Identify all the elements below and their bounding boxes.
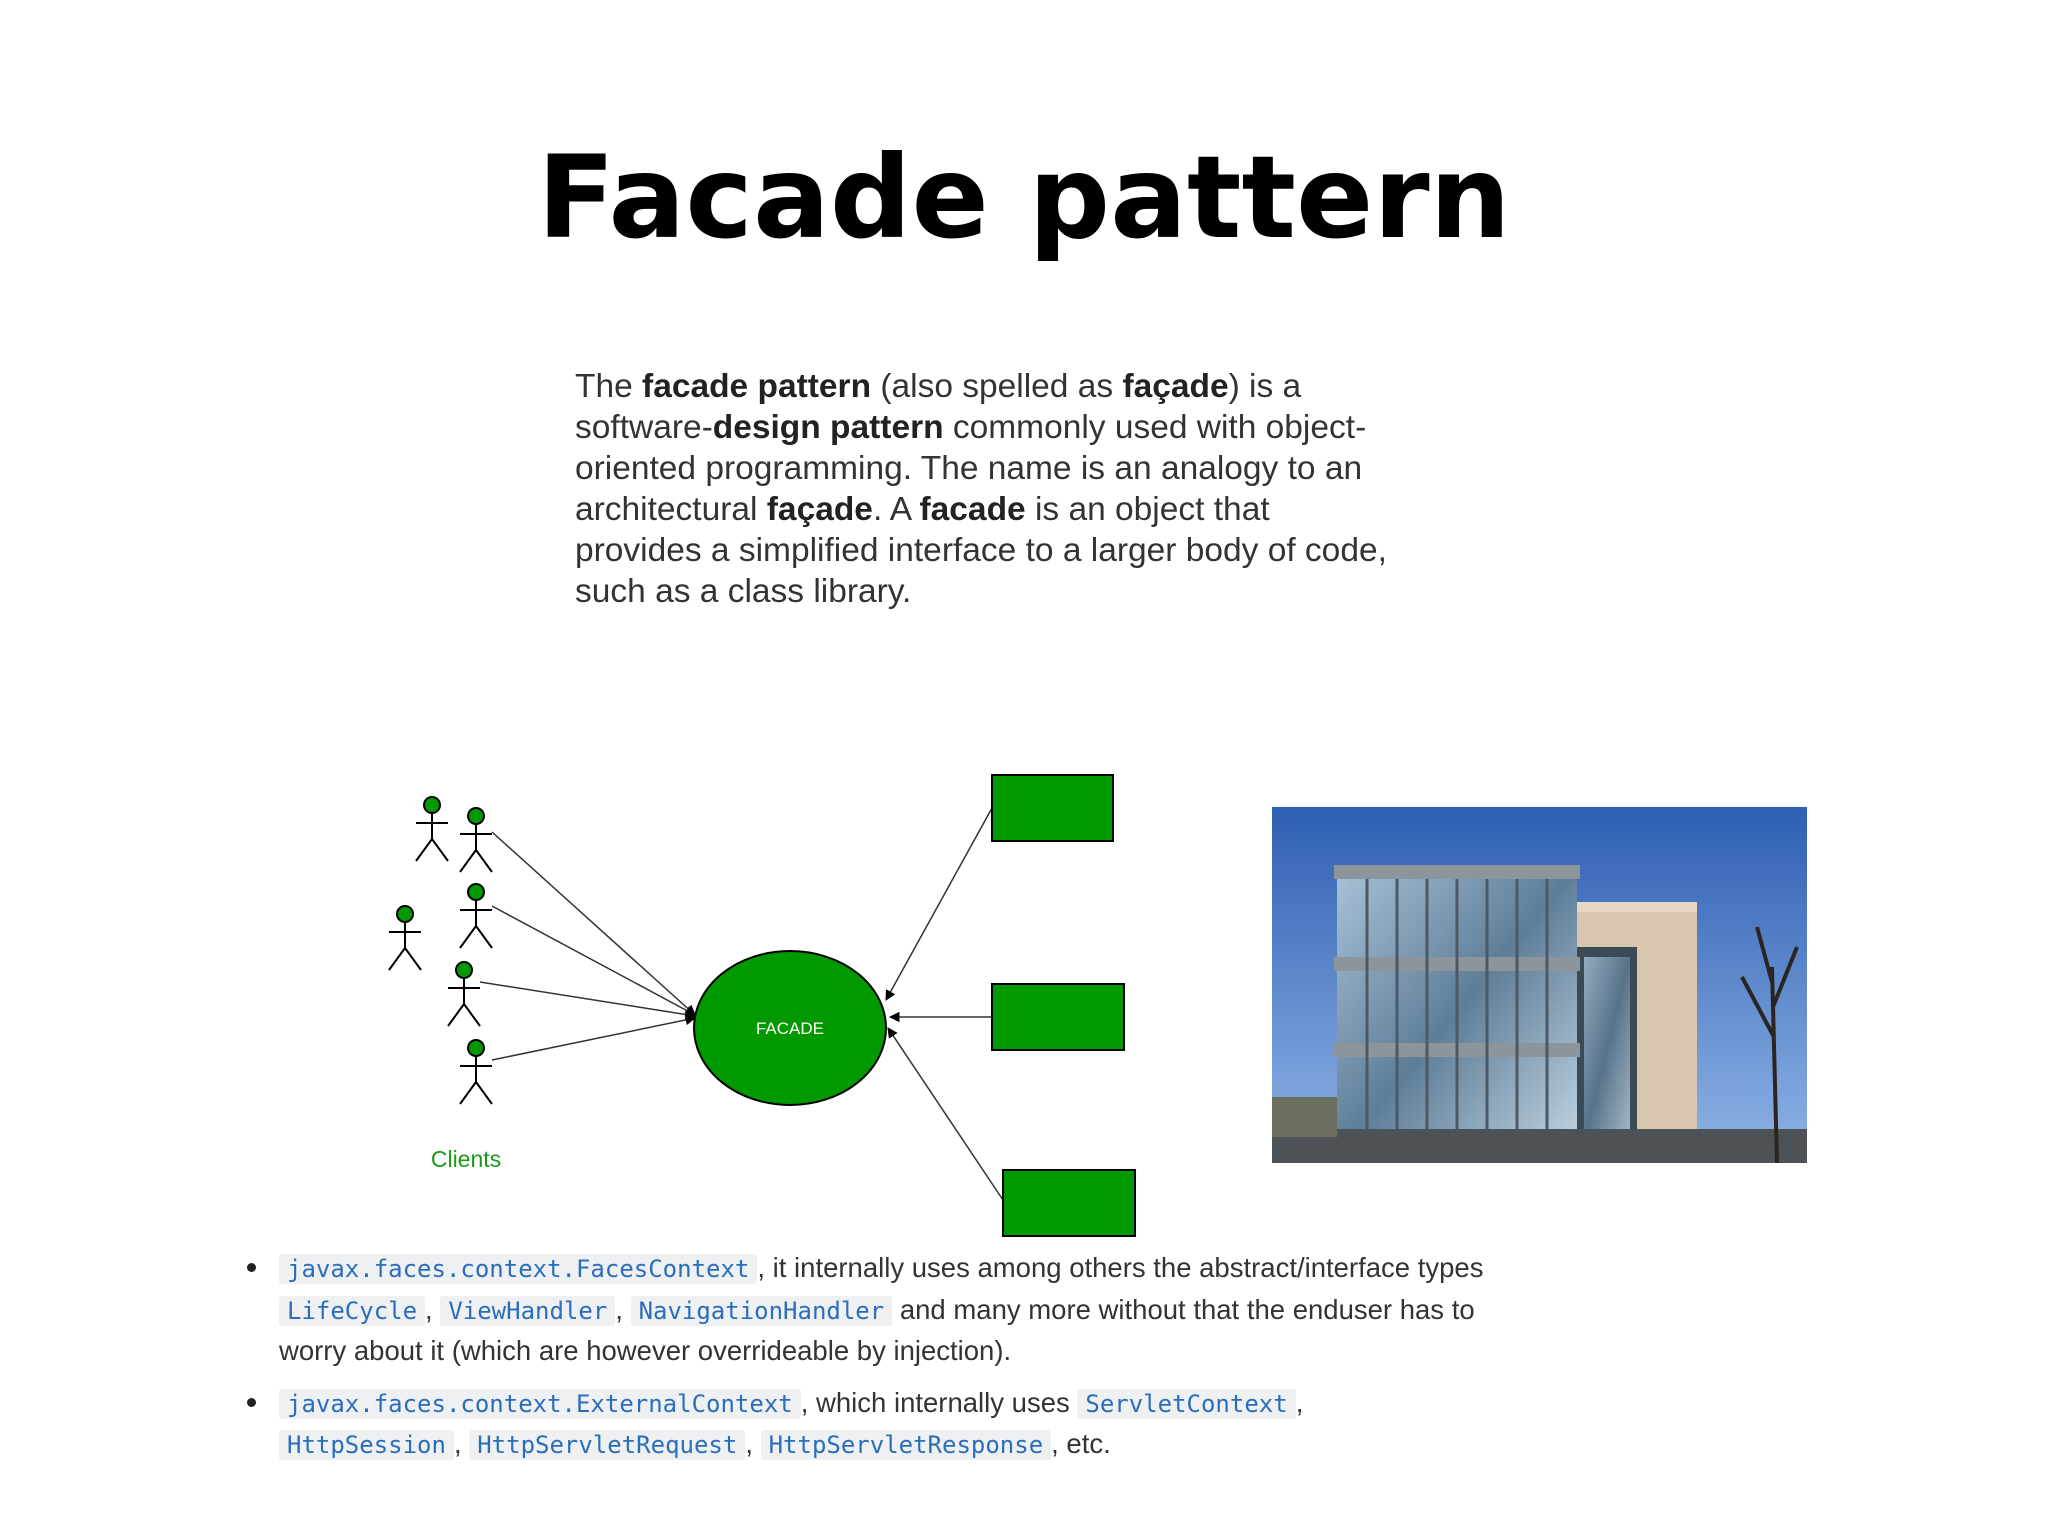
code-inline: ViewHandler xyxy=(440,1296,615,1326)
bullet-text: , it internally uses among others the abstract/interface types xyxy=(757,1252,1484,1283)
code-inline: javax.faces.context.FacesContext xyxy=(279,1254,757,1284)
clients-label: Clients xyxy=(430,1146,502,1172)
intro-text: ) is a software- xyxy=(575,368,1302,446)
intro-bold: façade xyxy=(1122,368,1229,405)
building-photo xyxy=(1272,807,1807,1163)
stick-figure-icon xyxy=(460,1040,492,1104)
stick-figure-icon xyxy=(416,797,448,861)
bullet-text: , etc. xyxy=(1051,1428,1111,1459)
list-item xyxy=(240,1248,1490,1371)
stick-figure-icon xyxy=(389,906,421,970)
intro-text: . A xyxy=(872,491,920,528)
code-inline: HttpSession xyxy=(279,1430,454,1460)
intro-text: is an object that provides a simplified interface to a larger body of code, such as a class library. xyxy=(575,491,1387,610)
list-item xyxy=(240,1383,1490,1466)
stick-figure-icon xyxy=(460,884,492,948)
subsystem-box-3 xyxy=(1003,1170,1135,1236)
bullet-text: , xyxy=(425,1293,441,1325)
code-inline: HttpServletResponse xyxy=(761,1430,1052,1460)
intro-bold: facade pattern xyxy=(642,368,872,405)
bullet-text: and many more without that the enduser has to worry about it (which are however overrideable by injection). xyxy=(279,1293,1475,1366)
subsystem-box-1 xyxy=(992,775,1113,841)
code-inline: javax.faces.context.ExternalContext xyxy=(279,1389,801,1419)
bullet-text: , xyxy=(745,1428,761,1459)
facade-diagram xyxy=(370,760,1170,1250)
code-inline: LifeCycle xyxy=(279,1296,425,1326)
stick-figure-icon xyxy=(460,808,492,872)
intro-paragraph xyxy=(575,366,1405,612)
facade-label: FACADE xyxy=(755,1019,825,1038)
intro-text: The xyxy=(575,368,643,405)
bullet-text: , which internally uses xyxy=(800,1386,1078,1418)
code-inline: HttpServletRequest xyxy=(469,1430,745,1460)
bullet-text: , xyxy=(615,1293,631,1325)
intro-text: commonly used with object-oriented programming. The name is an analogy to an architectural xyxy=(575,409,1367,528)
bullet-text: , xyxy=(453,1428,470,1459)
slide-title: Facade pattern xyxy=(537,131,1511,264)
intro-text: (also spelled as xyxy=(871,368,1123,405)
bullet-text: , xyxy=(1295,1386,1304,1418)
client-arrows xyxy=(480,832,695,1060)
code-inline: ServletContext xyxy=(1077,1389,1295,1419)
subsystem-arrows xyxy=(886,808,1003,1200)
intro-bold: façade xyxy=(766,491,873,528)
stick-figure-icon xyxy=(448,962,480,1026)
subsystem-box-2 xyxy=(992,984,1124,1050)
bullet-list xyxy=(240,1248,1490,1478)
intro-bold: design pattern xyxy=(712,409,944,446)
code-inline: NavigationHandler xyxy=(631,1296,893,1326)
intro-bold: facade xyxy=(919,491,1026,528)
